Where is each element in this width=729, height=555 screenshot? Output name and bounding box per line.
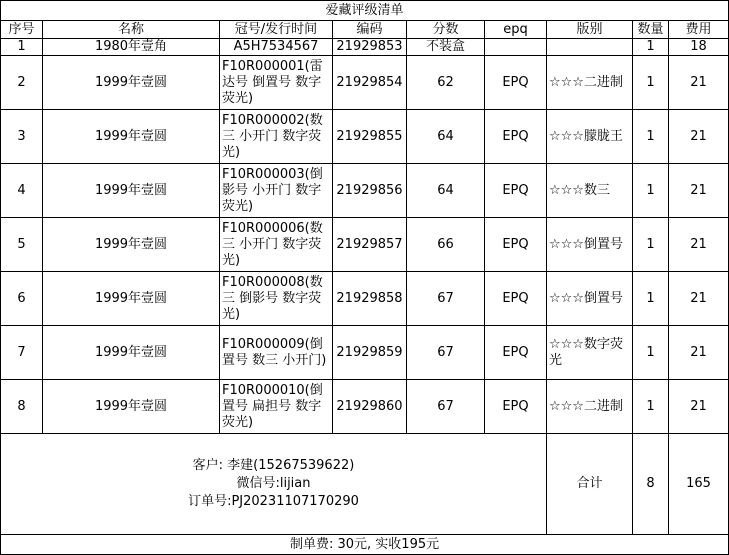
row-variety: ☆☆☆二进制 (547, 380, 633, 434)
table-row (1, 326, 729, 380)
row-score: 62 (407, 56, 485, 110)
row-epq: EPQ (485, 56, 547, 110)
header-qty: 数量 (633, 21, 669, 39)
page-title: 爱藏评级清单 (1, 1, 729, 21)
row-fee: 21 (669, 110, 729, 164)
row-score: 不装盒 (407, 39, 485, 56)
row-qty: 1 (633, 110, 669, 164)
row-code: 21929859 (333, 326, 407, 380)
header-row (1, 21, 729, 39)
table-row (1, 110, 729, 164)
header-fee: 费用 (669, 21, 729, 39)
table-row (1, 272, 729, 326)
row-fee: 18 (669, 39, 729, 56)
customer-info (1, 434, 547, 535)
row-serial: F10R000008(数三 倒影号 数字荧光) (220, 272, 333, 326)
row-code: 21929853 (333, 39, 407, 56)
row-code: 21929858 (333, 272, 407, 326)
row-serial: F10R000002(数三 小开门 数字荧光) (220, 110, 333, 164)
row-serial: A5H7534567 (220, 39, 333, 56)
row-no: 6 (1, 272, 43, 326)
header-epq: epq (485, 21, 547, 39)
row-fee: 21 (669, 272, 729, 326)
customer-wechat: 微信号:lijian (236, 476, 311, 491)
table-row (1, 39, 729, 56)
row-epq: EPQ (485, 380, 547, 434)
row-no: 2 (1, 56, 43, 110)
row-score: 67 (407, 326, 485, 380)
row-no: 7 (1, 326, 43, 380)
row-score: 64 (407, 110, 485, 164)
row-qty: 1 (633, 56, 669, 110)
row-no: 5 (1, 218, 43, 272)
row-fee: 21 (669, 218, 729, 272)
row-name: 1999年壹圆 (43, 164, 220, 218)
row-variety: ☆☆☆数三 (547, 164, 633, 218)
header-score: 分数 (407, 21, 485, 39)
row-fee: 21 (669, 380, 729, 434)
row-epq: EPQ (485, 164, 547, 218)
row-name: 1999年壹圆 (43, 218, 220, 272)
table-row (1, 56, 729, 110)
total-fee: 165 (669, 434, 729, 535)
total-qty: 8 (633, 434, 669, 535)
row-name: 1999年壹圆 (43, 272, 220, 326)
table-row (1, 380, 729, 434)
row-qty: 1 (633, 218, 669, 272)
row-serial: F10R000010(倒置号 扁担号 数字荧光) (220, 380, 333, 434)
row-code: 21929857 (333, 218, 407, 272)
footer-note: 制单费: 30元, 实收195元 (1, 535, 729, 555)
row-variety: ☆☆☆二进制 (547, 56, 633, 110)
header-variety: 版别 (547, 21, 633, 39)
row-code: 21929854 (333, 56, 407, 110)
row-serial: F10R000003(倒影号 小开门 数字荧光) (220, 164, 333, 218)
header-name: 名称 (43, 21, 220, 39)
order-number: 订单号:PJ20231107170290 (188, 494, 359, 509)
row-qty: 1 (633, 380, 669, 434)
row-qty: 1 (633, 272, 669, 326)
row-epq (485, 39, 547, 56)
row-name: 1999年壹圆 (43, 326, 220, 380)
row-code: 21929855 (333, 110, 407, 164)
header-serial: 冠号/发行时间 (220, 21, 333, 39)
row-variety: ☆☆☆倒置号 (547, 218, 633, 272)
row-name: 1980年壹角 (43, 39, 220, 56)
table-row (1, 164, 729, 218)
row-fee: 21 (669, 56, 729, 110)
row-epq: EPQ (485, 218, 547, 272)
row-no: 3 (1, 110, 43, 164)
header-code: 编码 (333, 21, 407, 39)
row-qty: 1 (633, 326, 669, 380)
row-serial: F10R000009(倒置号 数三 小开门) (220, 326, 333, 380)
row-epq: EPQ (485, 326, 547, 380)
row-score: 64 (407, 164, 485, 218)
total-label: 合计 (547, 434, 633, 535)
customer-name-phone: 客户: 李建(15267539622) (192, 458, 355, 473)
summary-row (1, 434, 729, 535)
row-qty: 1 (633, 164, 669, 218)
row-epq: EPQ (485, 110, 547, 164)
row-no: 4 (1, 164, 43, 218)
row-score: 67 (407, 272, 485, 326)
row-variety: ☆☆☆朦胧王 (547, 110, 633, 164)
row-serial: F10R000001(雷达号 倒置号 数字荧光) (220, 56, 333, 110)
row-fee: 21 (669, 326, 729, 380)
row-variety: ☆☆☆数字荧光 (547, 326, 633, 380)
row-serial: F10R000006(数三 小开门 数字荧光) (220, 218, 333, 272)
row-fee: 21 (669, 164, 729, 218)
row-code: 21929860 (333, 380, 407, 434)
row-score: 66 (407, 218, 485, 272)
row-name: 1999年壹圆 (43, 380, 220, 434)
row-qty: 1 (633, 39, 669, 56)
row-name: 1999年壹圆 (43, 110, 220, 164)
row-variety: ☆☆☆倒置号 (547, 272, 633, 326)
row-epq: EPQ (485, 272, 547, 326)
row-no: 8 (1, 380, 43, 434)
row-code: 21929856 (333, 164, 407, 218)
row-no: 1 (1, 39, 43, 56)
row-score: 67 (407, 380, 485, 434)
table-row (1, 218, 729, 272)
row-variety (547, 39, 633, 56)
header-no: 序号 (1, 21, 43, 39)
row-name: 1999年壹圆 (43, 56, 220, 110)
